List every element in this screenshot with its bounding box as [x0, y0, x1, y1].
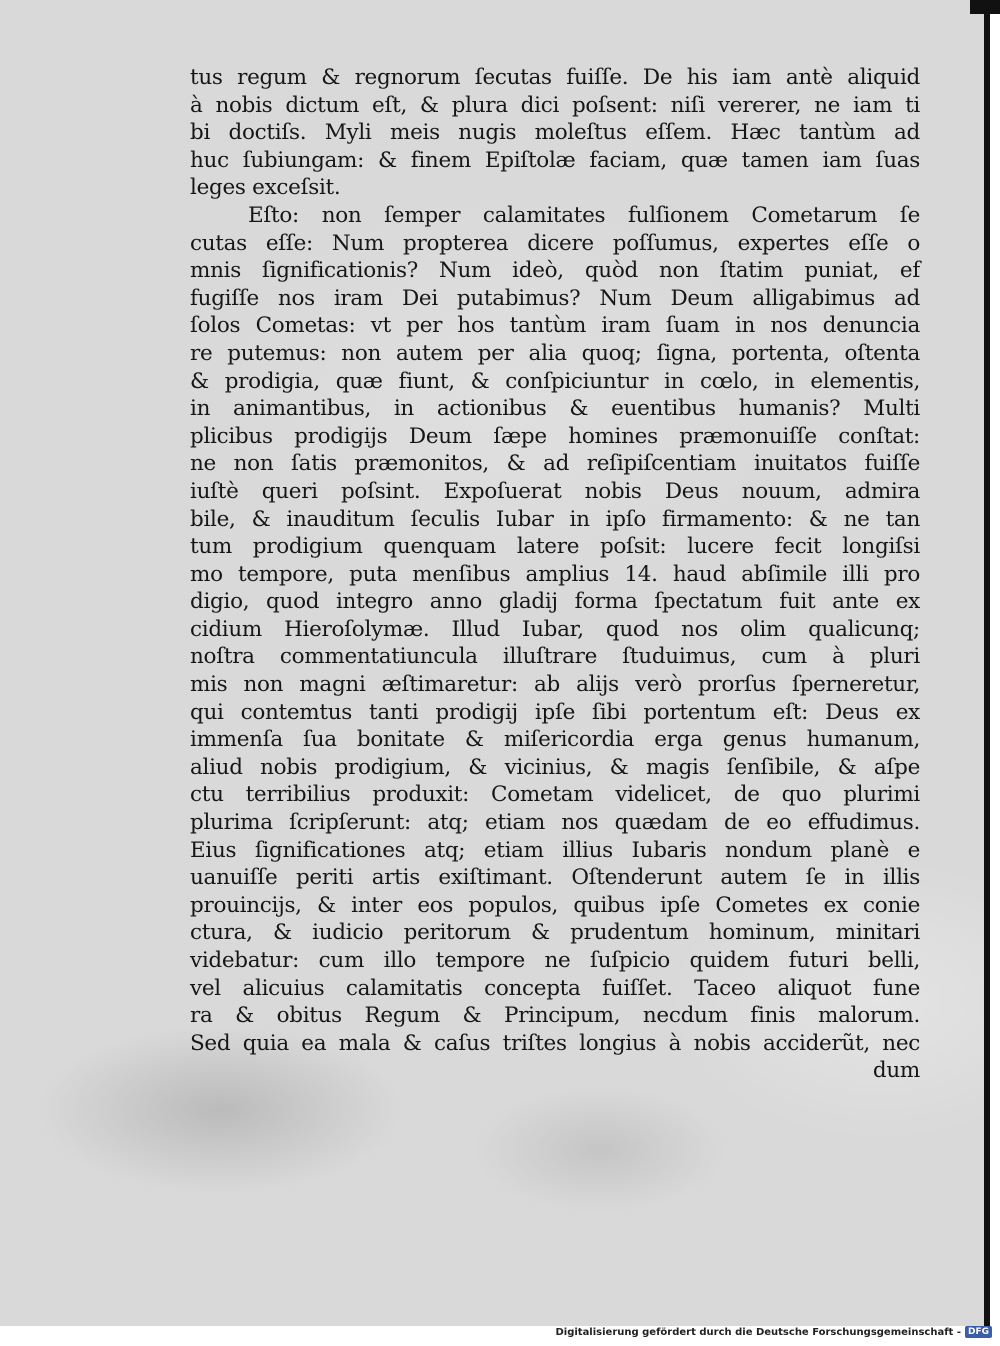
text-line: in animantibus, in actionibus & euentibus humanis? Multi	[190, 396, 920, 422]
text-line: aliud nobis prodigium, & vicinius, & magis ſenſibile, & aſpe	[190, 754, 920, 780]
scan-edge-mark	[970, 0, 1000, 14]
text-line: ctu terribilius produxit: Cometam videlicet, de quo plurimi	[190, 782, 920, 808]
dfg-logo-icon: DFG	[965, 1326, 992, 1338]
text-line: qui contemtus tanti prodigij ipſe ſibi portentum eſt: Deus ex	[190, 699, 920, 725]
page-body-text	[190, 64, 920, 1085]
digitization-footer	[555, 1324, 992, 1340]
text-line: huc ſubiungam: & finem Epiſtolæ faciam, quæ tamen iam ſuas	[190, 147, 920, 173]
text-line: mnis ſignificationis? Num ideò, quòd non ſtatim puniat, ef	[190, 258, 920, 284]
text-line: bile, & inauditum ſeculis Iubar in ipſo firmamento: & ne tan	[190, 506, 920, 532]
text-line: ctura, & iudicio peritorum & prudentum hominum, minitari	[190, 920, 920, 946]
text-line: immenſa ſua bonitate & miſericordia erga genus humanum,	[190, 727, 920, 753]
text-line: plicibus prodigijs Deum ſæpe homines præmonuiſſe conſtat:	[190, 423, 920, 449]
text-line: Eius ſignificationes atq; etiam illius Iubaris nondum planè e	[190, 837, 920, 863]
text-line: prouincijs, & inter eos populos, quibus ipſe Cometes ex conie	[190, 892, 920, 918]
text-line: vel alicuius calamitatis concepta fuiſſet. Taceo aliquot fune	[190, 975, 920, 1001]
text-line: fugiſſe nos iram Dei putabimus? Num Deum alligabimus ad	[190, 285, 920, 311]
text-line: cidium Hieroſolymæ. Illud Iubar, quod nos olim qualicunq;	[190, 616, 920, 642]
text-line: uanuiſſe periti artis exiſtimant. Oſtenderunt autem ſe in illis	[190, 865, 920, 891]
text-line: Sed quia ea mala & caſus triſtes longius à nobis acciderũt, nec	[190, 1030, 920, 1056]
text-line: à nobis dictum eſt, & plura dici poſsent: niſi vererer, ne iam ti	[190, 92, 920, 118]
text-line: leges exceſsit.	[190, 175, 341, 201]
text-line: iuſtè queri poſsint. Expoſuerat nobis Deus nouum, admira	[190, 478, 920, 504]
text-line: Eſto: non ſemper calamitates fulſionem Cometarum ſe	[248, 202, 920, 228]
text-line: ra & obitus Regum & Principum, necdum finis malorum.	[190, 1003, 920, 1029]
text-line: ne non ſatis præmonitos, & ad reſipiſcentiam inuitatos fuiſſe	[190, 451, 920, 477]
text-line: re putemus: non autem per alia quoq; ſigna, portenta, oſtenta	[190, 340, 920, 366]
text-line: cutas eſſe: Num propterea dicere poſſumus, expertes eſſe o	[190, 230, 920, 256]
text-line: tus regum & regnorum ſecutas fuiſſe. De his iam antè aliquid	[190, 65, 920, 90]
text-line: mo tempore, puta menſibus amplius 14. haud abſimile illi pro	[190, 561, 920, 587]
footer-credit-text: Digitalisierung gefördert durch die Deutsche Forschungsgemeinschaft -	[555, 1326, 961, 1338]
text-line: bi doctiſs. Myli meis nugis moleſtus eſſem. Hæc tantùm ad	[190, 120, 920, 146]
text-line: videbatur: cum illo tempore ne ſuſpicio quidem futuri belli,	[190, 948, 920, 973]
text-line: noſtra commentatiuncula illuſtrare ſtuduimus, cum à pluri	[190, 644, 920, 670]
text-line: & prodigia, quæ fiunt, & conſpiciuntur in cœlo, in elementis,	[190, 368, 920, 394]
text-line: ſolos Cometas: vt per hos tantùm iram ſuam in nos denuncia	[190, 313, 920, 339]
text-line: mis non magni æſtimaretur: ab alijs verò prorſus ſperneretur,	[190, 672, 920, 698]
text-line: tum prodigium quenquam latere poſsit: lucere fecit longiſsi	[190, 534, 920, 560]
text-line: plurima ſcripſerunt: atq; etiam nos quædam de eo effudimus.	[190, 810, 920, 836]
catchword: dum	[872, 1058, 920, 1084]
text-line: digio, quod integro anno gladij forma ſpectatum fuit ante ex	[190, 589, 920, 615]
